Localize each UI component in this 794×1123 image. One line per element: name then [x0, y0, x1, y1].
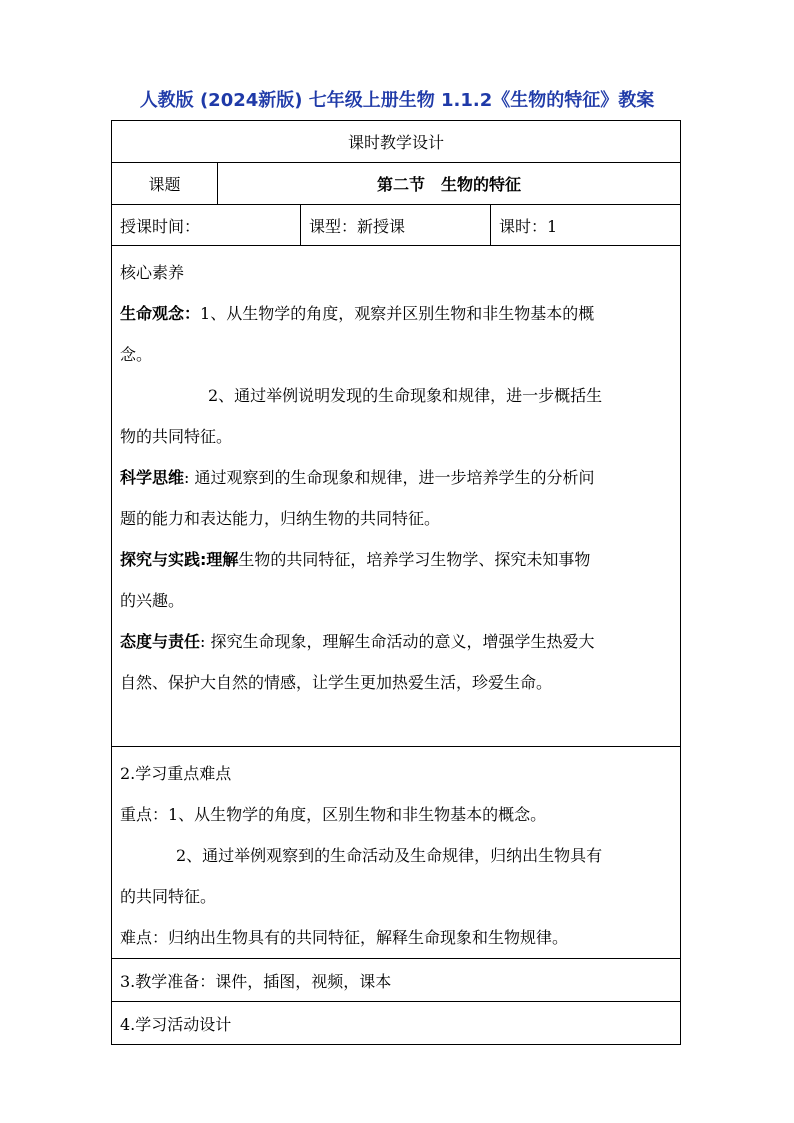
document-title: 人教版 (2024新版) 七年级上册生物 1.1.2《生物的特征》教案 — [139, 90, 655, 111]
inquiry-practice-label: 探究与实践:理解 — [120, 550, 239, 569]
lesson-plan-table — [111, 120, 681, 1045]
scientific-thinking-line — [120, 457, 672, 498]
core-literacy-heading: 核心素养 — [120, 263, 185, 282]
teaching-prep: 3.教学准备：课件，插图，视频，课本 — [112, 959, 681, 1002]
scientific-thinking-label: 科学思维 — [120, 468, 185, 487]
life-concept-line1b: 念。 — [120, 345, 153, 364]
inquiry-practice-line — [120, 539, 672, 580]
learning-activity-design: 4.学习活动设计 — [112, 1002, 681, 1045]
attitude-text: : 探究生命现象，理解生命活动的意义，增强学生热爱大 — [200, 632, 595, 651]
topic-value: 第二节 生物的特征 — [218, 163, 681, 205]
scientific-thinking-line-b: 题的能力和表达能力，归纳生物的共同特征。 — [120, 509, 441, 528]
scientific-thinking-text: : 通过观察到的生命现象和规律，进一步培养学生的分析问 — [184, 468, 595, 487]
life-concept-line1 — [120, 293, 672, 334]
inquiry-practice-line-b: 的兴趣。 — [120, 591, 185, 610]
attitude-line — [120, 621, 672, 662]
key-point-2: 2、通过举例观察到的生命活动及生命规律，归纳出生物具有 — [176, 846, 603, 865]
attitude-label: 态度与责任 — [120, 632, 201, 651]
life-concept-label: 生命观念： — [120, 304, 201, 323]
life-concept-text1: 1、从生物学的角度，观察并区别生物和非生物基本的概 — [200, 304, 595, 323]
focus-difficulty-section — [112, 747, 681, 959]
key-point-2b: 的共同特征。 — [120, 887, 217, 906]
attitude-line-b: 自然、保护大自然的情感，让学生更加热爱生活，珍爱生命。 — [120, 673, 553, 692]
topic-label: 课题 — [112, 163, 218, 205]
difficulty-point: 难点：归纳出生物具有的共同特征，解释生命现象和生物规律。 — [120, 928, 569, 947]
teaching-time-label: 授课时间： — [112, 205, 301, 246]
life-concept-line2: 2、通过举例说明发现的生命现象和规律，进一步概括生 — [208, 386, 603, 405]
key-point-1: 重点：1、从生物学的角度，区别生物和非生物基本的概念。 — [120, 805, 547, 824]
life-concept-line2b: 物的共同特征。 — [120, 427, 233, 446]
table-header: 课时教学设计 — [112, 121, 681, 163]
lesson-type-label: 课型：新授课 — [301, 205, 491, 246]
focus-heading: 2.学习重点难点 — [120, 764, 232, 783]
core-literacy-section — [112, 246, 681, 747]
inquiry-practice-text: 生物的共同特征，培养学习生物学、探究未知事物 — [238, 550, 591, 569]
lesson-hours-label: 课时：1 — [491, 205, 681, 246]
